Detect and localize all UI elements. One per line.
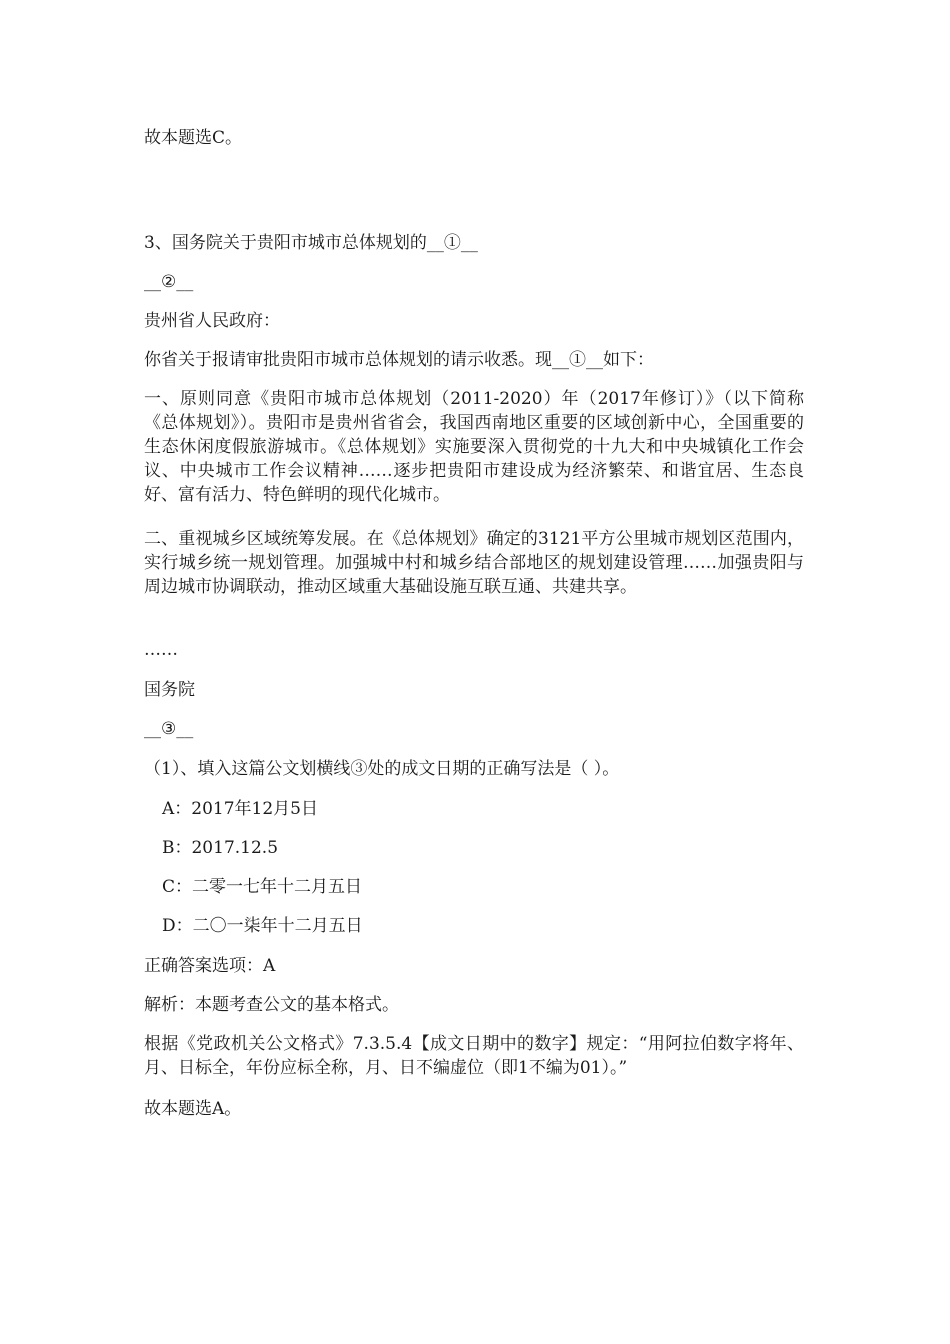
option-c: C：二零一七年十二月五日 <box>162 877 363 897</box>
intro-text: 你省关于报请审批贵阳市城市总体规划的请示收悉。现__①__如下： <box>144 350 654 370</box>
ellipsis: …… <box>144 640 178 660</box>
option-b: B：2017.12.5 <box>162 838 279 858</box>
analysis: 解析：本题考查公文的基本格式。 <box>144 995 399 1015</box>
question-title: 3、国务院关于贵阳市城市总体规划的__①__ <box>144 233 478 253</box>
basis-text: 根据《党政机关公文格式》7.3.5.4【成文日期中的数字】规定：“用阿拉伯数字将年、月、日标全，年份应标全称，月、日不编虚位（即1不编为01）。” <box>144 1034 804 1078</box>
paragraph-2: 二、重视城乡区域统筹发展。在《总体规划》确定的3121平方公里城市规划区范围内，实行城乡统一规划管理。加强城中村和城乡结合部地区的规划建设管理……加强贵阳与周边城市协调联动，推动区域重大基础设施互联互通、共建共享。 <box>144 529 804 597</box>
blank-2: __②__ <box>144 272 194 292</box>
previous-conclusion: 故本题选C。 <box>144 128 243 148</box>
signature: 国务院 <box>144 680 195 700</box>
addressee: 贵州省人民政府： <box>144 311 280 331</box>
correct-answer: 正确答案选项：A <box>144 956 276 976</box>
final-conclusion: 故本题选A。 <box>144 1099 242 1119</box>
option-a: A：2017年12月5日 <box>162 799 318 819</box>
option-d: D：二〇一柒年十二月五日 <box>162 916 363 936</box>
sub-question: （1）、填入这篇公文划横线③处的成文日期的正确写法是（ ）。 <box>144 759 620 779</box>
paragraph-1: 一、原则同意《贵阳市城市总体规划（2011-2020）年（2017年修订）》（以下简称《总体规划》）。贵阳市是贵州省省会，我国西南地区重要的区域创新中心，全国重要的生态休闲度假旅游城市。《总体规划》实施要深入贯彻党的十九大和中央城镇化工作会议、中央城市工作会议精神……逐步把贵阳市建设成为经济繁荣、和谐宜居、生态良好、富有活力、特色鲜明的现代化城市。 <box>144 389 804 505</box>
blank-3: __③__ <box>144 719 194 739</box>
